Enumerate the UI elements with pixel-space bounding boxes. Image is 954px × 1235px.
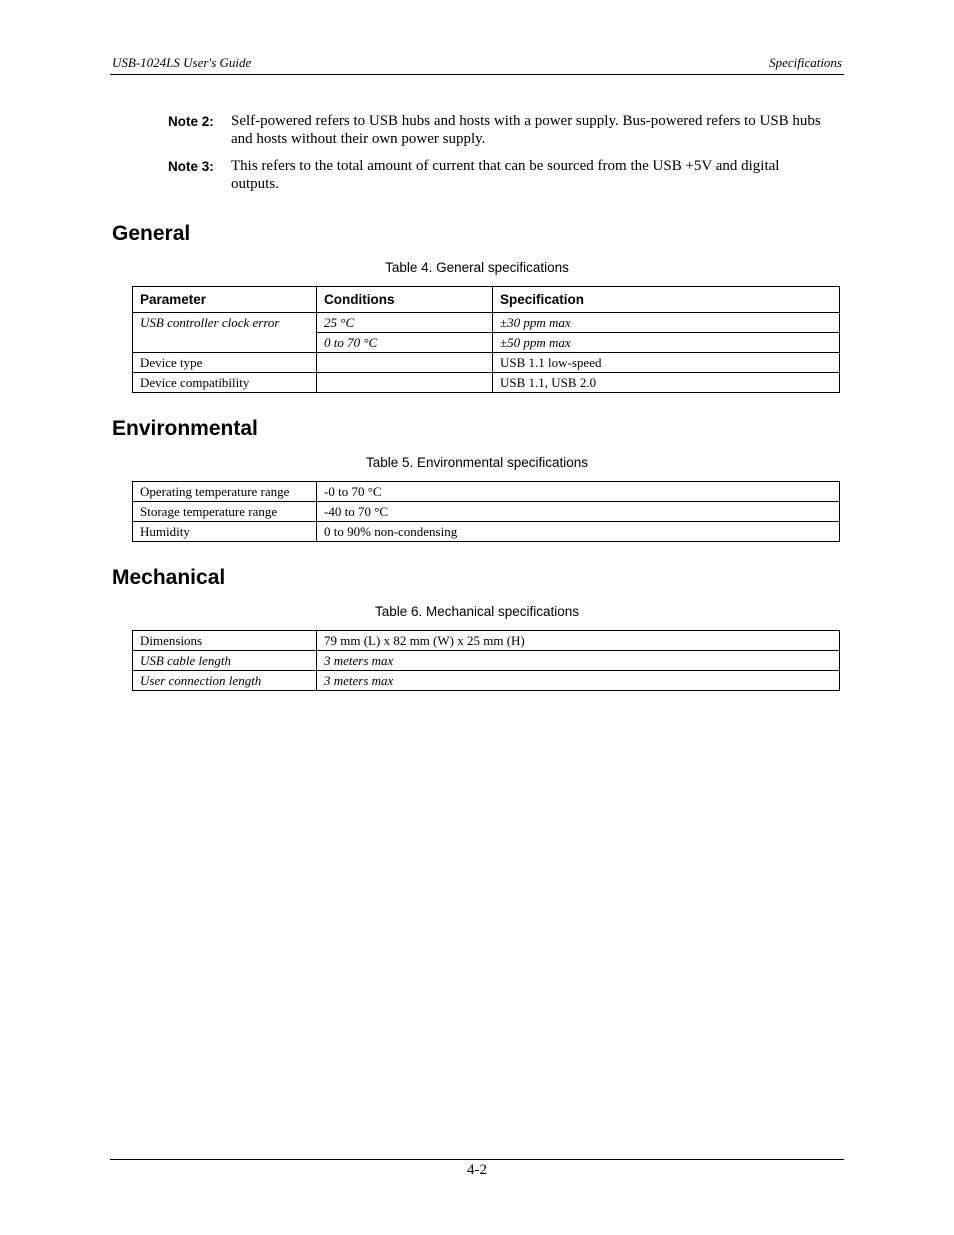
parameter-cell: User connection length xyxy=(133,671,317,691)
note-label: Note 3: xyxy=(168,159,214,174)
table-row xyxy=(133,313,840,333)
note-3 xyxy=(168,157,828,193)
running-header xyxy=(110,55,844,75)
header-section: Specifications xyxy=(769,55,842,70)
spec-cell: USB 1.1 low-speed xyxy=(493,353,840,373)
table-row xyxy=(133,671,840,691)
condition-cell: 0 to 70 °C xyxy=(317,333,493,353)
environmental-table-caption: Table 5. Environmental specifications xyxy=(365,455,589,470)
spec-cell: 0 to 90% non-condensing xyxy=(317,522,840,542)
spec-cell: -40 to 70 °C xyxy=(317,502,840,522)
table-row xyxy=(133,373,840,393)
spec-cell: ±30 ppm max xyxy=(493,313,840,333)
notes-block xyxy=(168,112,828,202)
table-row xyxy=(133,482,840,502)
mechanical-table-caption: Table 6. Mechanical specifications xyxy=(374,604,580,619)
parameter-cell: USB controller clock error xyxy=(133,313,317,353)
environmental-heading: Environmental xyxy=(112,417,258,440)
page-footer xyxy=(110,1159,844,1179)
condition-cell: 25 °C xyxy=(317,313,493,333)
table-row xyxy=(133,522,840,542)
spec-cell: USB 1.1, USB 2.0 xyxy=(493,373,840,393)
column-header-specification: Specification xyxy=(493,287,840,313)
parameter-cell: Operating temperature range xyxy=(133,482,317,502)
spec-cell: 3 meters max xyxy=(317,671,840,691)
general-heading: General xyxy=(112,222,191,245)
spec-cell: ±50 ppm max xyxy=(493,333,840,353)
note-2 xyxy=(168,112,828,148)
note-text: This refers to the total amount of current that can be sourced from the USB +5V and digital outputs. xyxy=(231,158,780,192)
environmental-spec-table xyxy=(132,481,840,542)
general-table-caption: Table 4. General specifications xyxy=(385,260,569,275)
mechanical-heading: Mechanical xyxy=(112,566,226,589)
parameter-cell: Humidity xyxy=(133,522,317,542)
condition-cell xyxy=(317,353,493,373)
table-header-row xyxy=(133,287,840,313)
parameter-cell: Device compatibility xyxy=(133,373,317,393)
note-text: Self-powered refers to USB hubs and hosts with a power supply. Bus-powered refers to USB hubs and hosts without their own power supply. xyxy=(231,113,821,147)
column-header-conditions: Conditions xyxy=(317,287,493,313)
general-spec-table xyxy=(132,286,840,393)
mechanical-spec-table xyxy=(132,630,840,691)
parameter-cell: USB cable length xyxy=(133,651,317,671)
spec-cell: -0 to 70 °C xyxy=(317,482,840,502)
page-number: 4-2 xyxy=(467,1162,487,1178)
condition-cell xyxy=(317,373,493,393)
note-label: Note 2: xyxy=(168,114,214,129)
parameter-cell: Dimensions xyxy=(133,631,317,651)
spec-cell: 3 meters max xyxy=(317,651,840,671)
parameter-cell: Device type xyxy=(133,353,317,373)
table-row xyxy=(133,651,840,671)
header-title: USB-1024LS User's Guide xyxy=(112,55,252,70)
table-row xyxy=(133,353,840,373)
column-header-parameter: Parameter xyxy=(133,287,317,313)
table-row xyxy=(133,502,840,522)
parameter-cell: Storage temperature range xyxy=(133,502,317,522)
spec-cell: 79 mm (L) x 82 mm (W) x 25 mm (H) xyxy=(317,631,840,651)
table-row xyxy=(133,631,840,651)
